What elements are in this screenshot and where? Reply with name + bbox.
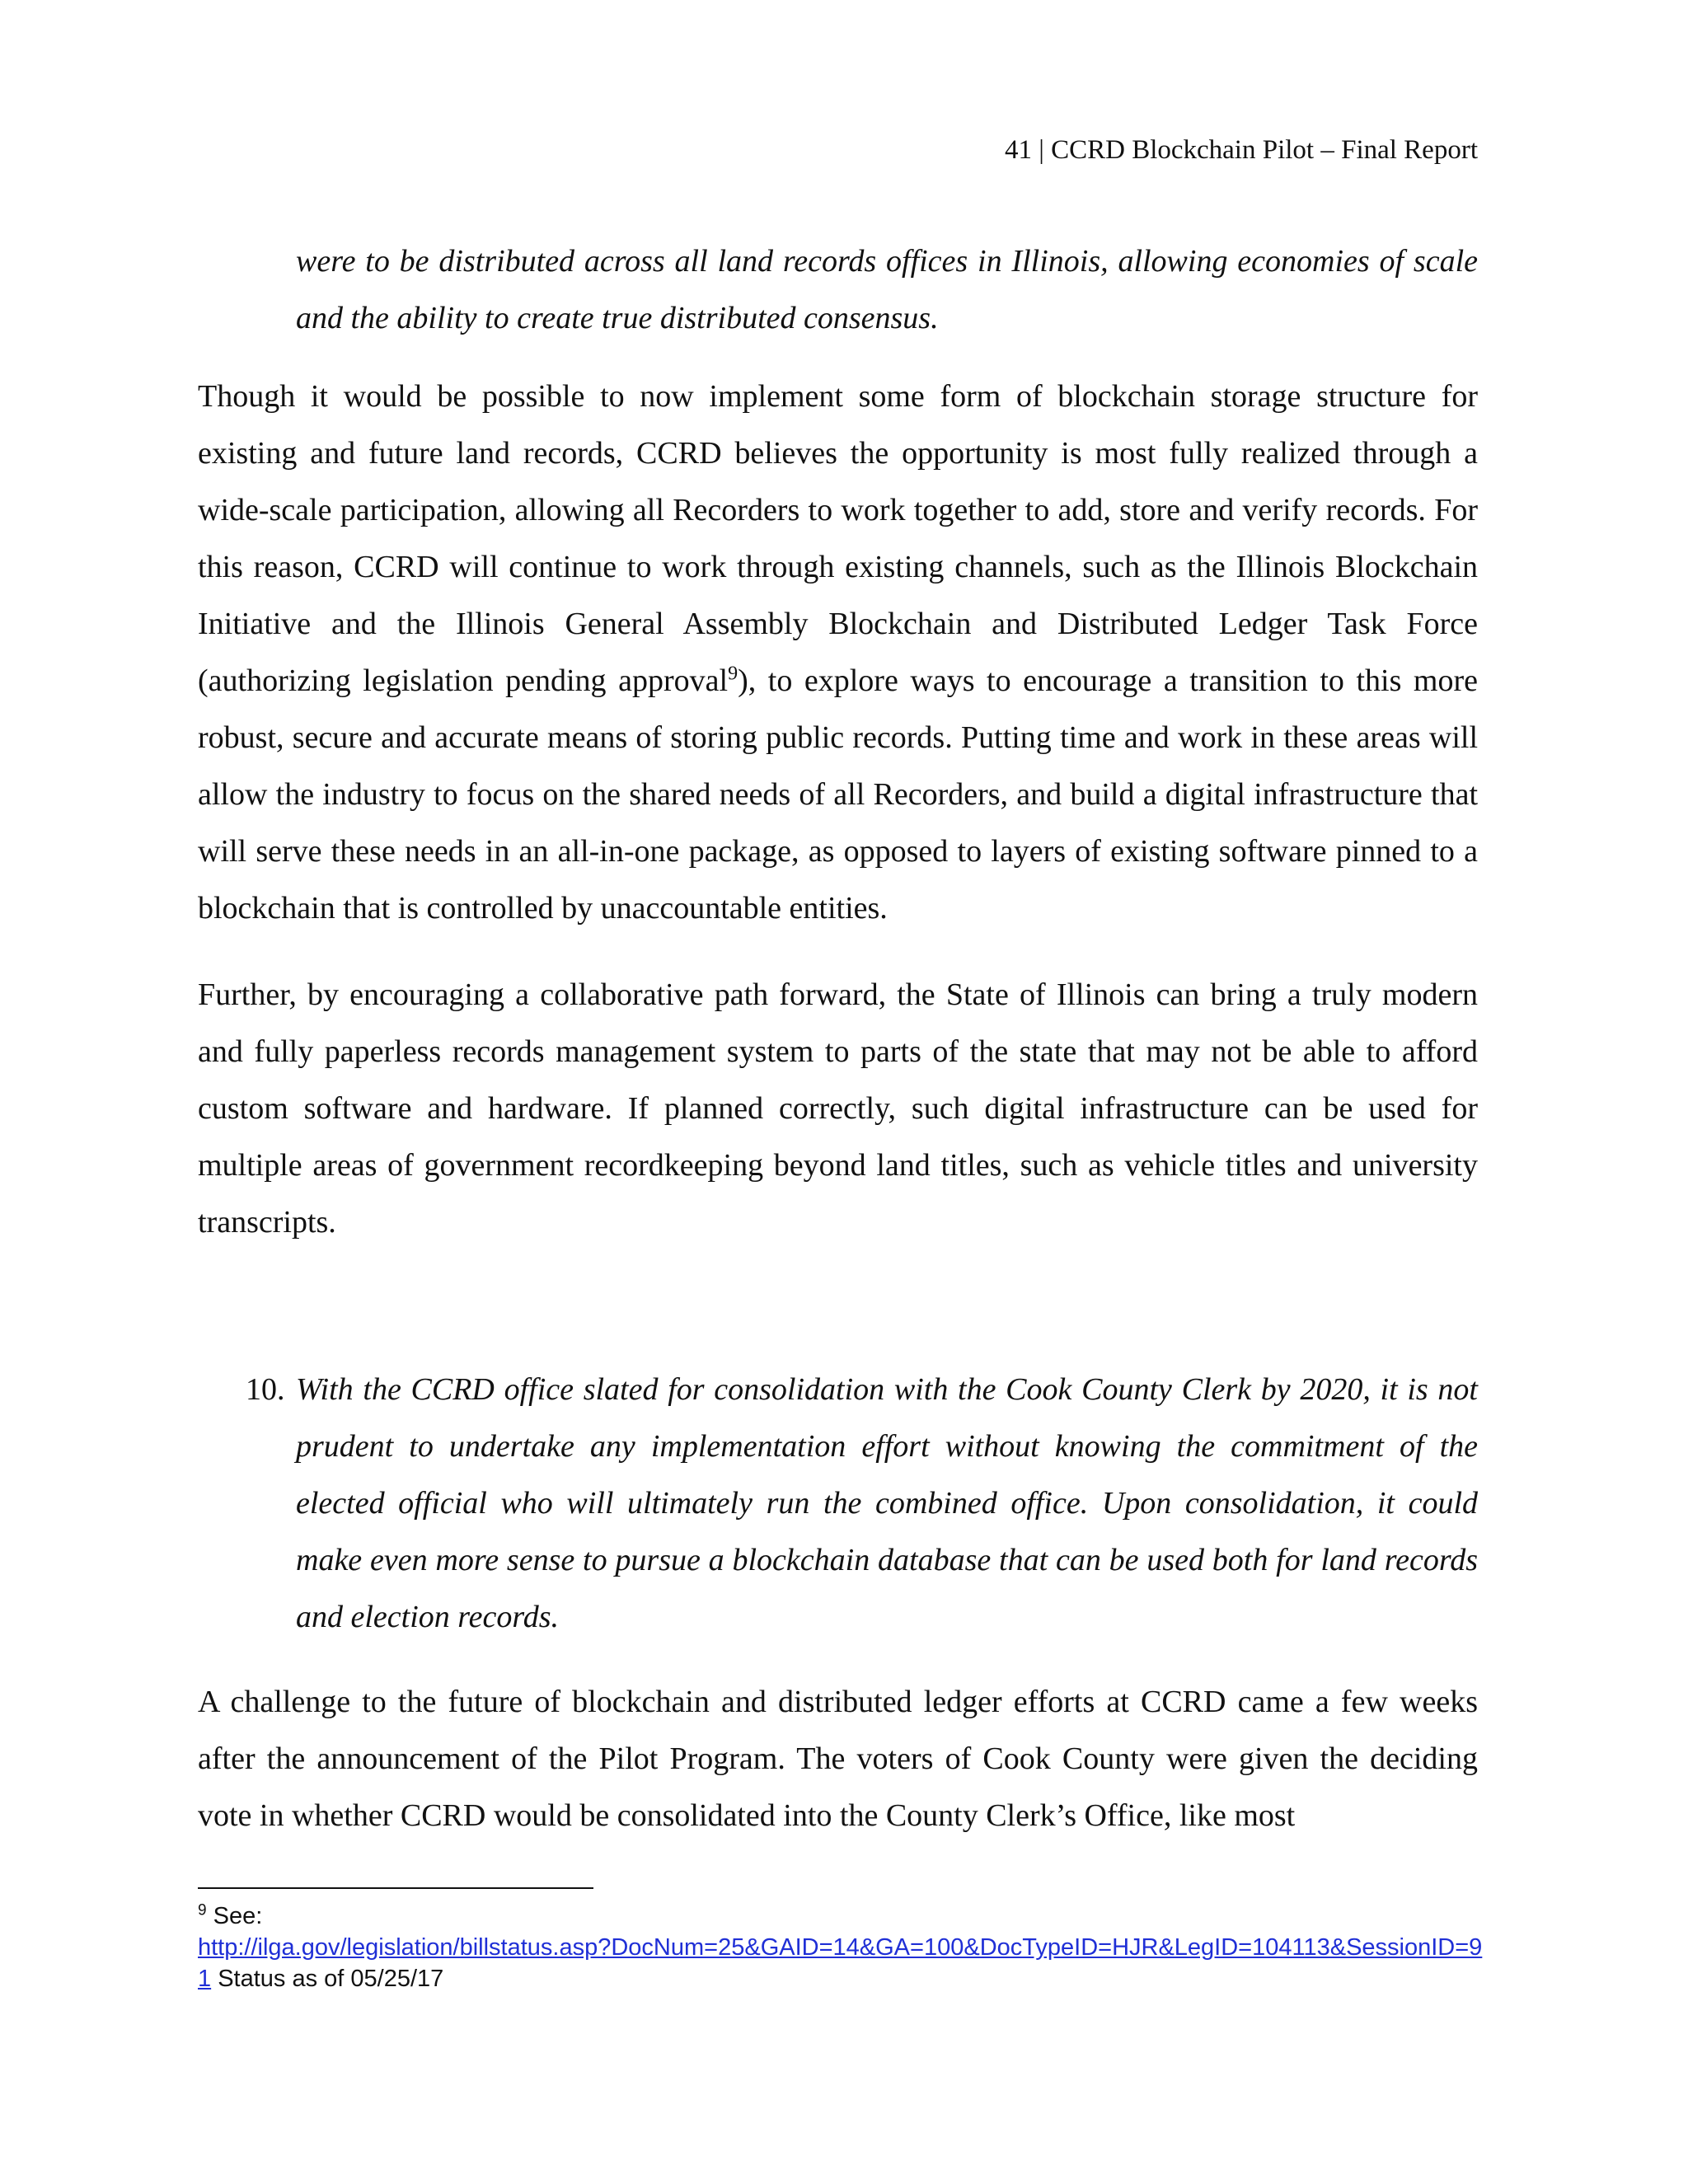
footnote-divider bbox=[198, 1887, 593, 1889]
footnote-number: 9 bbox=[198, 1901, 207, 1919]
body-paragraph-3: A challenge to the future of blockchain and distributed ledger efforts at CCRD came a few weeks after the announcement of the Pilot Program. The voters of Cook County were given the deciding vote in whether CCRD would be consolidated into the County Clerk’s Office, like most bbox=[198, 1685, 1478, 1833]
footnote-reference[interactable]: 9 bbox=[728, 663, 738, 685]
footnote bbox=[198, 1900, 1484, 1994]
italic-quote-continuation: were to be distributed across all land records offices in Illinois, allowing economies of scale and the ability to create true distributed consensus. bbox=[296, 244, 1478, 335]
body-paragraph-1 bbox=[198, 368, 1478, 937]
footnote-link[interactable]: http://ilga.gov/legislation/billstatus.asp?DocNum=25&GAID=14&GA=100&DocTypeID=HJR&LegID=104113&SessionID=91 bbox=[198, 1934, 1483, 1992]
footnote-status: Status as of 05/25/17 bbox=[218, 1966, 444, 1992]
footnote-label: See: bbox=[213, 1903, 263, 1929]
body-paragraph-1-text-cont: ), to explore ways to encourage a transition to this more robust, secure and accurate means of storing public records. Putting time and work in these areas will allow the industry to focus on the shared needs of all Recorders, and build a digital infrastructure that will serve these needs in an all-in-one package, as opposed to layers of existing software pinned to a blockchain that is controlled by unaccountable entities. bbox=[198, 663, 1479, 926]
list-item-number: 10. bbox=[246, 1372, 285, 1407]
list-item-10-text: With the CCRD office slated for consolidation with the Cook County Clerk by 2020, it is not prudent to undertake any implementation effort without knowing the commitment of the elected official who will ultimately run the combined office. Upon consolidation, it could make even more sense to pursue a blockchain database that can be used both for land records and election records. bbox=[296, 1372, 1478, 1634]
body-paragraph-1-text: Though it would be possible to now implement some form of blockchain storage structure for existing and future land records, CCRD believes the opportunity is most fully realized through a wide-scale participation, allowing all Recorders to work together to add, store and verify records. For this reason, CCRD will continue to work through existing channels, such as the Illinois Blockchain Initiative and the Illinois General Assembly Blockchain and Distributed Ledger Task Force (authorizing legislation pending approval bbox=[198, 379, 1478, 698]
body-paragraph-2: Further, by encouraging a collaborative path forward, the State of Illinois can bring a truly modern and fully paperless records management system to parts of the state that may not be able to afford custom software and hardware. If planned correctly, such digital infrastructure can be used for multiple areas of government recordkeeping beyond land titles, such as vehicle titles and university transcripts. bbox=[198, 977, 1478, 1240]
page-header: 41 | CCRD Blockchain Pilot – Final Report bbox=[1004, 135, 1478, 165]
